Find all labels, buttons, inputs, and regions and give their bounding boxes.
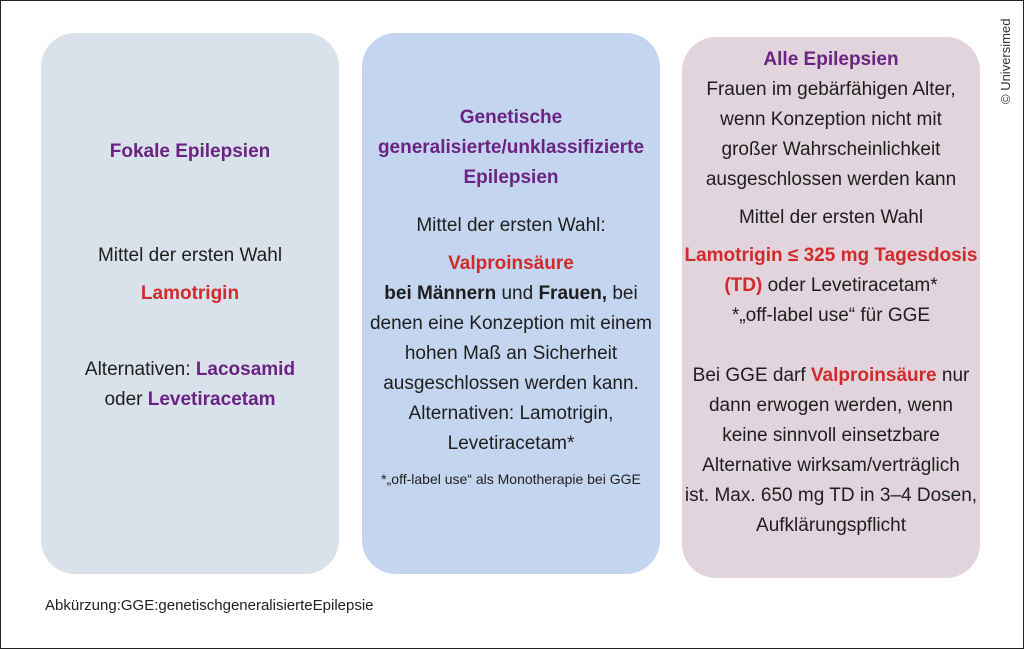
- dose-abbreviation: (TD): [724, 275, 763, 296]
- card-title-all: Alle Epilepsien: [763, 49, 899, 70]
- body-line-1: denen eine Konzeption mit einem: [369, 313, 653, 334]
- gge-prefix: Bei GGE darf: [692, 365, 811, 386]
- population-men: bei Männern: [384, 283, 497, 304]
- abbreviation-footnote: Abkürzung:GGE:genetischgeneralisierteEpilepsie: [45, 597, 374, 614]
- gge-line-6: Aufklärungspflicht: [756, 515, 906, 536]
- card-all-epilepsies: [682, 37, 980, 578]
- first-choice-drug: Valproinsäure: [448, 253, 574, 274]
- gge-line-2: dann erwogen werden, wenn: [708, 395, 953, 416]
- body-line-5: Levetiracetam*: [447, 433, 575, 454]
- first-choice-label: Mittel der ersten Wahl: [738, 207, 924, 228]
- copyright-notice: © Universimed: [998, 18, 1013, 104]
- alternatives-connector: oder: [104, 389, 148, 410]
- body-line-2: hohen Maß an Sicherheit: [404, 343, 618, 364]
- first-choice-drug-line-1: Lamotrigin ≤ 325 mg Tagesdosis: [684, 245, 978, 266]
- alternative-drug-text: oder Levetiracetam*: [762, 275, 938, 296]
- alternative-drug-lacosamid: Lacosamid: [195, 359, 296, 380]
- off-label-note: *„off-label use“ als Monotherapie bei GGE: [381, 471, 641, 487]
- intro-line-4: ausgeschlossen werden kann: [705, 169, 957, 190]
- intro-line-1: Frauen im gebärfähigen Alter,: [706, 79, 956, 100]
- population-women: Frauen,: [538, 283, 608, 304]
- card-title-genetic-2: generalisierte/unklassifizierte: [377, 137, 645, 158]
- population-rest: bei: [607, 283, 638, 304]
- intro-line-2: wenn Konzeption nicht mit: [720, 109, 942, 130]
- population-and: und: [496, 283, 539, 304]
- alternatives-label: Alternativen:: [84, 359, 196, 380]
- first-choice-drug-line-2: [724, 271, 937, 301]
- card-title-focal: Fokale Epilepsien: [109, 141, 271, 162]
- intro-line-3: großer Wahrscheinlichkeit: [721, 139, 941, 160]
- alternatives-line-2: [104, 385, 275, 415]
- gge-line-3: keine sinnvoll einsetzbare: [722, 425, 940, 446]
- first-choice-drug: Lamotrigin: [140, 283, 240, 304]
- card-title-genetic-1: Genetische: [459, 107, 563, 128]
- card-title-genetic-3: Epilepsien: [463, 167, 559, 188]
- gge-line-4: Alternative wirksam/verträglich: [702, 455, 960, 476]
- card-focal-epilepsies: [41, 33, 339, 574]
- first-choice-label: Mittel der ersten Wahl: [97, 245, 283, 266]
- card-genetic-generalized-epilepsies: [362, 33, 660, 574]
- gge-line-1: [693, 361, 970, 391]
- body-line-3: ausgeschlossen werden kann.: [383, 373, 639, 394]
- gge-line-5: ist. Max. 650 mg TD in 3–4 Dosen,: [684, 485, 978, 506]
- body-line-4: Alternativen: Lamotrigin,: [408, 403, 614, 424]
- population-line: [384, 279, 637, 309]
- alternatives-line: [85, 355, 295, 385]
- off-label-note: *„off-label use“ für GGE: [731, 305, 931, 326]
- first-choice-label: Mittel der ersten Wahl:: [416, 215, 606, 236]
- gge-suffix: nur: [936, 365, 970, 386]
- alternative-drug-levetiracetam: Levetiracetam: [147, 389, 276, 410]
- gge-drug: Valproinsäure: [810, 365, 937, 386]
